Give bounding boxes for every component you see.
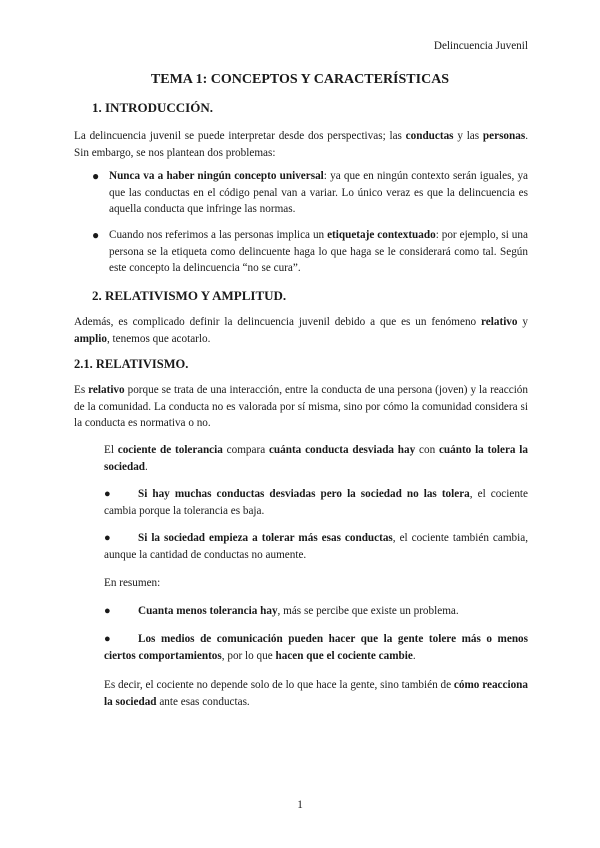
section-heading-introduccion: 1. INTRODUCCIÓN. xyxy=(92,100,213,115)
bullet-icon: ● xyxy=(104,633,111,645)
running-header: Delincuencia Juvenil xyxy=(433,40,528,52)
list-item: ● Si la sociedad empieza a tolerar más esas conductas, el cociente también cambia, aunque la cantidad de conductas no aumente. xyxy=(104,532,528,561)
section-heading-relativismo-amplitud: 2. RELATIVISMO Y AMPLITUD. xyxy=(92,288,287,303)
relativismo-paragraph: Además, es complicado definir la delincuencia juvenil debido a que es un fenómeno relativo y amplio, tenemos que acotarlo. xyxy=(74,316,528,345)
intro-paragraph: La delincuencia juvenil se puede interpretar desde dos perspectivas; las conductas y las personas. Sin embargo, se nos plantean dos problemas: xyxy=(74,130,528,159)
page-number: 1 xyxy=(297,799,303,811)
conclusion-paragraph: Es decir, el cociente no depende solo de lo que hace la gente, sino también de cómo reacciona la sociedad ante esas conductas. xyxy=(104,679,528,708)
bullet-icon: ● xyxy=(104,532,111,544)
list-item: ● Si hay muchas conductas desviadas pero la sociedad no las tolera, el cociente cambia porque la tolerancia es baja. xyxy=(104,488,528,517)
bullet-icon: ● xyxy=(92,228,100,242)
list-item: ● Cuando nos referimos a las personas implica un etiquetaje contextuado: por ejemplo, si una persona se la etiqueta como delincuente haga lo que haga se le considerará como tal. Según este concepto la delincuencia “no se cura”. xyxy=(92,228,528,274)
list-item: ● Cuanta menos tolerancia hay, más se percibe que existe un problema. xyxy=(104,603,528,620)
cociente-paragraph: El cociente de tolerancia compara cuánta conducta desviada hay con cuánto la tolera la sociedad. xyxy=(104,444,528,473)
list-item: ● Los medios de comunicación pueden hacer que la gente tolere más o menos ciertos comportamientos, por lo que hacen que el cociente cambie. xyxy=(104,633,528,662)
bullet-icon: ● xyxy=(92,169,100,183)
list-item: ● Nunca va a haber ningún concepto universal: ya que en ningún contexto serán iguales, ya que las conductas en el código penal van a variar. Lo único veraz es que la delincuencia es aquella conducta que infringe las normas. xyxy=(92,169,528,215)
resumen-label: En resumen: xyxy=(104,577,161,589)
page-title: TEMA 1: CONCEPTOS Y CARACTERÍSTICAS xyxy=(150,72,450,87)
bullet-icon: ● xyxy=(104,605,111,617)
subsection-heading-relativismo: 2.1. RELATIVISMO. xyxy=(74,357,189,371)
bullet-icon: ● xyxy=(104,488,111,500)
relativo-paragraph: Es relativo porque se trata de una interacción, entre la conducta de una persona (joven) y la reacción de la comunidad. La conducta no es valorada por sí misma, sino por cómo la comunidad considera si la conducta es normativa o no. xyxy=(74,384,528,429)
